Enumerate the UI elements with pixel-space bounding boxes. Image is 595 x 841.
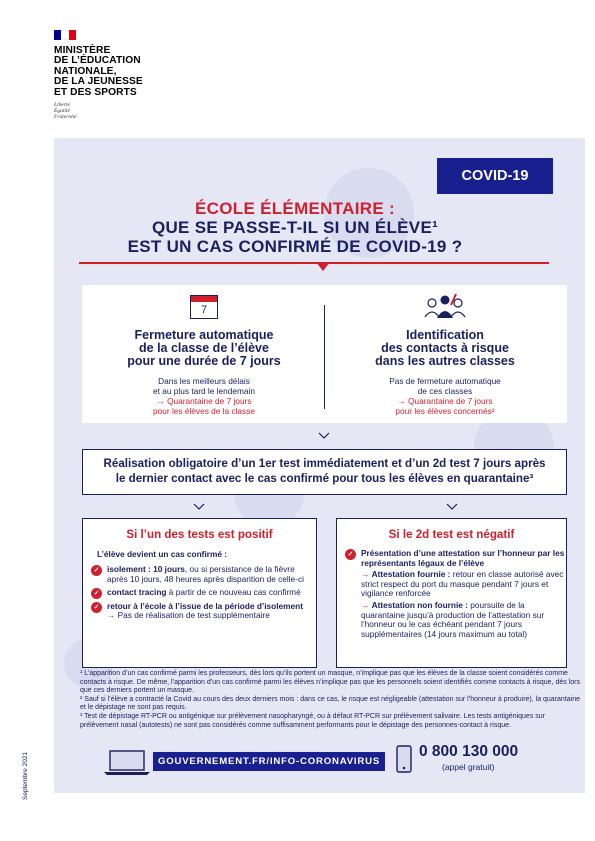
- footnotes: [80, 670, 585, 730]
- arrow-icon: →: [361, 599, 372, 610]
- provided-text: retour en classe autorisé avec strict respect du port du masque pendant 7 jours et vigilance renforcée: [361, 569, 564, 599]
- identification-title-line: dans les autres classes: [375, 354, 515, 368]
- title-underline: [79, 262, 549, 264]
- test-requirement-line-2: le dernier contact avec le cas confirmé pour tous les élèves en quarantaine³: [115, 472, 534, 485]
- not-provided-text: poursuite de la quarantaine jusqu’à production de l’attestation sur l’honneur ou le cas échéant pendant 7 jours supplémentaires (14 jours maximum au total): [361, 599, 545, 639]
- ministry-line: MINISTÈRE: [54, 45, 111, 56]
- top-info-box: [82, 285, 567, 423]
- title-line-1: ÉCOLE ÉLÉMENTAIRE :: [195, 199, 395, 218]
- laptop-icon: [103, 748, 151, 776]
- negative-items: [337, 549, 566, 639]
- closure-title-line: Fermeture automatique: [134, 328, 274, 342]
- positive-items: [83, 565, 316, 621]
- french-flag-icon: [54, 30, 76, 40]
- phone-icon: [396, 745, 412, 773]
- positive-test-box: [82, 518, 317, 668]
- check-circle-icon: ✓: [345, 549, 356, 560]
- arrow-down-icon: [192, 499, 206, 513]
- ministry-line: DE L’ÉDUCATION: [54, 55, 141, 67]
- arrow-icon: →: [107, 610, 118, 621]
- covid-badge: COVID-19: [437, 158, 553, 194]
- identification-quarantine: [325, 396, 565, 416]
- test-requirement-line-1: Réalisation obligatoire d’un 1er test immédiatement et d’un 2d test 7 jours après: [103, 457, 546, 470]
- calendar-icon: [190, 295, 218, 319]
- closure-body-line: et au plus tard le lendemain: [153, 386, 255, 396]
- negative-title: Si le 2d test est négatif: [388, 528, 515, 541]
- arrow-icon: →: [361, 569, 372, 580]
- item-bold: contact tracing: [107, 587, 167, 598]
- publication-date: Septembre 2021: [22, 751, 29, 800]
- closure-quarantine: [84, 396, 324, 416]
- item-text: , ou si persistance de la fièvre après 10 jours, 48 heures après disparition de celle-ci: [107, 564, 304, 584]
- identification-title-line: Identification: [406, 328, 484, 342]
- positive-note: Pas de réalisation de test supplémentaire: [117, 610, 270, 621]
- ministry-name: [54, 46, 143, 98]
- test-requirement-box: [82, 449, 567, 495]
- people-group-icon: [420, 291, 470, 321]
- footnote: ³ Test de dépistage RT-PCR ou antigénique sur prélèvement nasopharyngé, ou à défaut RT-PCR sur prélèvement salivaire. Les tests antigéniques sur prélèvement nasal (autotests) ne sont pas considérés comme suffisamment performants pour le dépistage des personnes-contact à risque.: [80, 712, 545, 729]
- identification-quarantine-line: → Quarantaine de 7 jours: [397, 396, 493, 406]
- class-closure-column: [84, 285, 324, 416]
- check-circle-icon: ✓: [91, 602, 102, 613]
- ministry-line: NATIONALE,: [54, 65, 117, 77]
- footnote: ² Sauf si l’élève a contracté la Covid au cours des deux derniers mois : dans ce cas, le risque est négligeable (attestation sur l’honneur à produire), la quarantaine et le dépistage ne sont pas requis.: [80, 695, 581, 712]
- item-bold: retour à l’école à l’issue de la période d’isolement: [107, 600, 303, 611]
- arrow-down-icon: [445, 499, 459, 513]
- not-provided-label: Attestation non fournie :: [371, 599, 468, 610]
- identification-body-line: de ces classes: [417, 386, 473, 396]
- motto-line: Égalité: [54, 108, 70, 115]
- phone-note: (appel gratuit): [442, 762, 495, 772]
- title-line-3: EST UN CAS CONFIRMÉ DE COVID-19 ?: [127, 237, 463, 256]
- motto-line: Liberté: [54, 102, 70, 109]
- motto: [54, 102, 143, 120]
- closure-title-line: de la classe de l’élève: [139, 341, 269, 355]
- check-circle-icon: ✓: [91, 588, 102, 599]
- footnote: ¹ L’apparition d’un cas confirmé parmi les professeurs, dès lors qu’ils portent un masque, n’implique pas que les élèves de la classe soient considérés comme contacts à risque. De même, l’apparition d’un cas confirmé parmi les élèves n’implique pas que les personnels soient identifiés comme contacts à risque, dès lors que ces derniers portent un masque.: [80, 670, 580, 695]
- closure-quarantine-line: pour les élèves de la classe: [153, 406, 255, 416]
- contact-identification-column: [325, 285, 565, 416]
- website-link[interactable]: GOUVERNEMENT.FR/INFO-CORONAVIRUS: [153, 752, 385, 771]
- positive-title: Si l’un des tests est positif: [126, 528, 273, 541]
- identification-quarantine-line: pour les élèves concernés²: [395, 406, 495, 416]
- list-item: [83, 588, 316, 598]
- ministry-line: ET DES SPORTS: [54, 86, 137, 98]
- closure-quarantine-line: → Quarantaine de 7 jours: [156, 396, 252, 406]
- motto-line: Fraternité: [54, 114, 77, 121]
- title-line-2: QUE SE PASSE-T-IL SI UN ÉLÈVE¹: [151, 218, 439, 237]
- list-item: [83, 602, 316, 621]
- closure-title: [84, 329, 324, 368]
- identification-title: [325, 329, 565, 368]
- positive-subtitle: L’élève devient un cas confirmé :: [97, 549, 228, 559]
- negative-test-box: [336, 518, 567, 668]
- page-title: [70, 199, 520, 256]
- item-bold: isolement : 10 jours: [107, 564, 185, 574]
- closure-body-line: Dans les meilleurs délais: [158, 376, 250, 386]
- list-item: [83, 565, 316, 584]
- ministry-line: DE LA JEUNESSE: [54, 76, 143, 88]
- identification-body-line: Pas de fermeture automatique: [389, 376, 501, 386]
- identification-body: [325, 376, 565, 396]
- title-pointer: [316, 262, 330, 271]
- item-text: à partir de ce nouveau cas confirmé: [166, 587, 301, 598]
- arrow-down-icon: [317, 428, 331, 442]
- ministry-logo: [54, 30, 143, 120]
- check-circle-icon: ✓: [91, 565, 102, 576]
- list-item: [337, 549, 566, 639]
- phone-number[interactable]: 0 800 130 000: [419, 743, 519, 760]
- identification-title-line: des contacts à risque: [381, 341, 509, 355]
- calendar-number: 7: [200, 304, 208, 316]
- closure-title-line: pour une durée de 7 jours: [127, 354, 281, 368]
- item-bold: Présentation d’une attestation sur l’honneur par les représentants légaux de l’élève: [361, 548, 565, 568]
- provided-label: Attestation fournie :: [371, 569, 451, 580]
- closure-body: [84, 376, 324, 396]
